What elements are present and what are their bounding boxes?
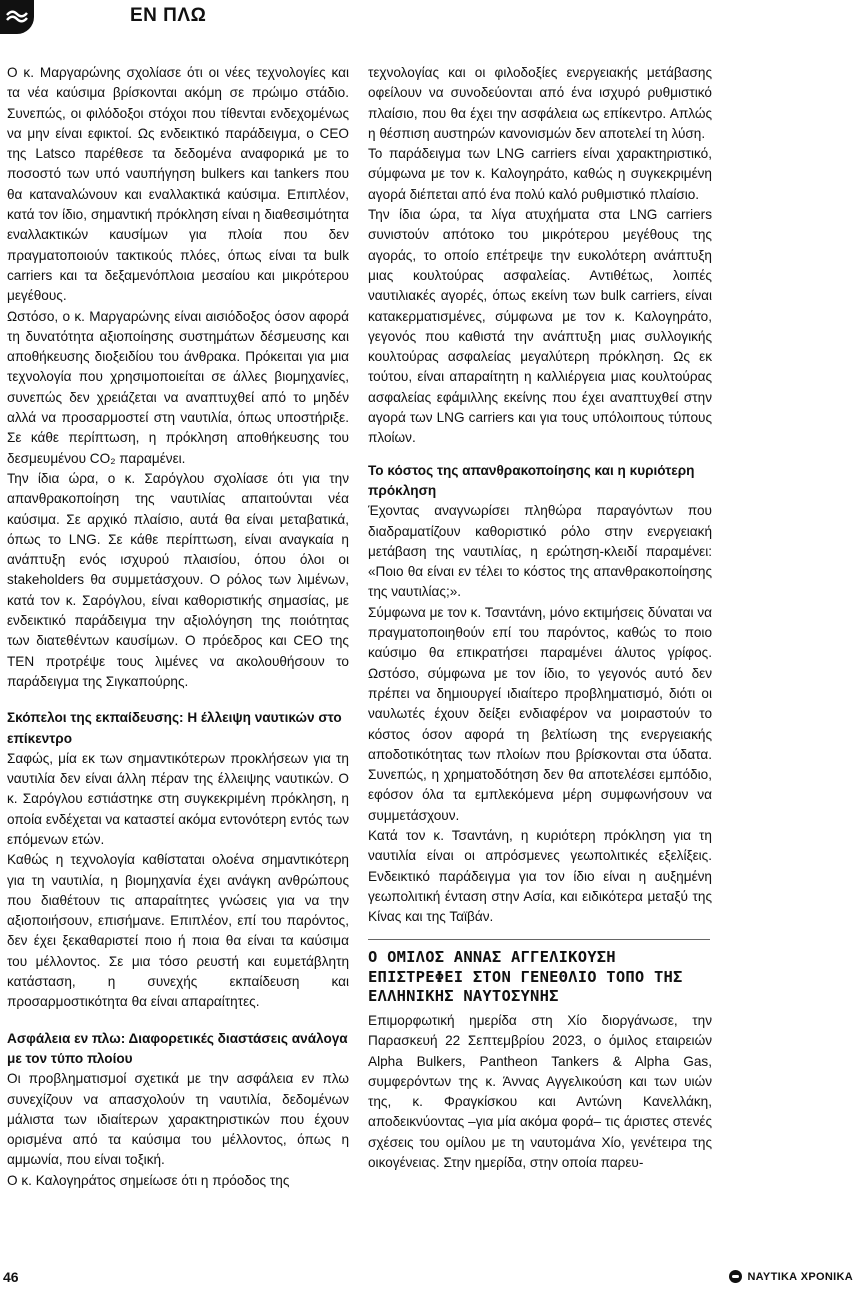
paragraph: Οι προβληματισμοί σχετικά με την ασφάλεια εν πλω συνεχίζουν να απασχολούν τη ναυτιλία, δεδομένων μάλιστα των ιδιαίτερων χαρακτηριστικών που έχουν ορισμένα από τα καύσιμα του μέλλοντος, όπως η αμμωνία, που είναι τοξική.	[7, 1071, 349, 1168]
paragraph: Ωστόσο, ο κ. Μαργαρώνης είναι αισιόδοξος όσον αφορά τη δυνατότητα αξιοποίησης συστημάτων δέσμευσης και αποθήκευσης διοξειδίου του άνθρακα. Πρόκειται για μια τεχνολογία που χρησιμοποιείται σε άλλες βιομηχανίες, συνεπώς δεν χρειάζεται να αναπτυχθεί από το μηδέν αλλά να προσαρμοστεί στη ναυτιλία, όπως υποστήριξε. Σε κάθε περίπτωση, η πρόκληση αποθήκευσης του δεσμευμένου CO₂ παραμένει.	[7, 308, 349, 466]
paragraph: Κατά τον κ. Τσαντάνη, η κυριότερη πρόκληση για τη ναυτιλία είναι οι απρόσμενες γεωπολιτικές εξελίξεις. Ενδεικτικό παράδειγμα για τον ίδιο είναι η αυξημένη γεωπολιτική ένταση στην Ασία, και ειδικότερα μεταξύ της Κίνας και της Ταϊβάν.	[368, 827, 712, 925]
left-column	[7, 63, 349, 1191]
paragraph: Έχοντας αναγνωρίσει πληθώρα παραγόντων που διαδραματίζουν καθοριστικό ρόλο στην ενεργειακή μετάβαση της ναυτιλίας, η ερώτηση-κλειδί παραμένει: «Ποιο θα είναι εν τέλει το κόστος της απανθρακοποίησης της ναυτιλίας;».	[368, 503, 712, 600]
subheading: Σκόπελοι της εκπαίδευσης: Η έλλειψη ναυτικών στο επίκεντρο	[7, 710, 342, 746]
paragraph: Σαφώς, μία εκ των σημαντικότερων προκλήσεων για τη ναυτιλία δεν είναι άλλη πέραν της έλλειψης ναυτικών. Ο κ. Σαρόγλου εστιάστηκε στη συγκεκριμένη πρόκληση, η οποία ενδέχεται να καταστεί ακόμα εντονότερη εντός των επόμενων ετών.	[7, 750, 349, 847]
paragraph: Ο κ. Καλογηράτος σημείωσε ότι η πρόοδος της	[7, 1172, 290, 1188]
paragraph: Την ίδια ώρα, τα λίγα ατυχήματα στα LNG carriers συνιστούν απότοκο του μικρότερου μεγέθους της αγοράς, το οποίο επέτρεψε την ευκολότερη ανάπτυξη μιας κουλτούρας ασφαλείας. Αντιθέτως, λοιπές ναυτιλιακές αγορές, όπως εκείνη των bulk carriers, είναι κατακερματισμένες, σύμφωνα με τον κ. Καλογηράτο, γεγονός που καθιστά την ανάπτυξη μιας συλλογικής κουλτούρας ασφαλείας μεγαλύτερη πρόκληση. Ως εκ τούτου, είναι απαραίτητη η καλλιέργεια μιας κουλτούρας ασφαλείας εφάμιλλης εκείνης που έχει αναπτυχθεί στην αγορά των LNG carriers και για τους υπόλοιπους τύπους πλοίων.	[368, 207, 712, 446]
page-header	[0, 0, 857, 40]
section-divider	[368, 939, 710, 940]
paragraph: Την ίδια ώρα, ο κ. Σαρόγλου σχολίασε ότι για την απανθρακοποίηση της ναυτιλίας απαιτούνται νέα καύσιμα. Σε αρχικό πλαίσιο, αυτά θα είναι μεταβατικά, όπως το LNG. Σε κάθε περίπτωση, είναι αναγκαία η ανάπτυξη ενός ισχυρού πλαισίου, όπου όλοι οι stakeholders θα συμμετάσχουν. Ο ρόλος των λιμένων, κατά τον κ. Σαρόγλου, είναι καθοριστικής σημασίας, με ενδεικτικό παράδειγμα την αξιολόγηση της ποιότητας των διατεθέντων καυσίμων. Ο πρόεδρος και CEO της ΤΕΝ προτρέψε τους λιμένες να ακολουθήσουν το παράδειγμα της Σιγκαπούρης.	[7, 470, 349, 689]
brand-name: ΝΑΥΤΙΚΑ ΧΡΟΝΙΚΑ	[747, 1270, 853, 1283]
brand-logo-icon	[729, 1270, 742, 1283]
brand	[729, 1270, 853, 1283]
box-title: Ο ΟΜΙΛΟΣ ΑΝΝΑΣ ΑΓΓΕΛΙΚΟΥΣΗ ΕΠΙΣΤΡΕΦΕΙ ΣΤΟΝ ΓΕΝΕΘΛΙΟ ΤΟΠΟ ΤΗΣ ΕΛΛΗΝΙΚΗΣ ΝΑΥΤΟΣΥΝΗΣ	[368, 948, 683, 1006]
paragraph: Καθώς η τεχνολογία καθίσταται ολοένα σημαντικότερη για τη ναυτιλία, η βιομηχανία έχει ανάγκη ανθρώπους που διαθέτουν τις απαραίτητες γνώσεις για να την αξιοποιήσουν, επισήμανε. Επιπλέον, επί του παρόντος, δεν έχει ξεκαθαριστεί ποιο ή ποια θα είναι τα καύσιμα του μέλλοντος. Σε μια τόσο ρευστή και ευμετάβλητη κατάσταση, η συνεχής εκπαίδευση και προσαρμοστικότητα θα είναι απαραίτητες.	[7, 852, 349, 1010]
section-label: ΕΝ ΠΛΩ	[130, 5, 207, 26]
right-column	[368, 63, 712, 1173]
subheading: Ασφάλεια εν πλω: Διαφορετικές διαστάσεις ανάλογα με τον τύπο πλοίου	[7, 1030, 348, 1066]
paragraph: τεχνολογίας και οι φιλοδοξίες ενεργειακής μετάβασης οφείλουν να συνοδεύονται από ένα ισχυρό ρυθμιστικό πλαίσιο, που θα έχει την ασφάλεια ως επίκεντρο. Απλώς η θέσπιση αυστηρών κανονισμών δεν αποτελεί τη λύση.	[368, 65, 712, 141]
paragraph: Σύμφωνα με τον κ. Τσαντάνη, μόνο εκτιμήσεις δύναται να πραγματοποιηθούν επί του παρόντος, καθώς το ποιο καύσιμο θα επικρατήσει παραμένει άλυτος γρίφος. Ωστόσο, σύμφωνα με τον ίδιο, το γεγονός αυτό δεν πρέπει να δημιουργεί ιδιαίτερο προβληματισμό, διότι οι ναυλωτές έχουν δείξει ενδιαφέρον να μοιραστούν το κόστος όσον αφορά τη βελτίωση της ενεργειακής αποδοτικότητας των πλοίων που βρίσκονται στα ύδατα. Συνεπώς, η χρηματοδότηση δεν θα αποτελέσει εμπόδιο, εφόσον όλα τα εμπλεκόμενα μέρη συμφωνήσουν να συμμετάσχουν.	[368, 604, 712, 823]
paragraph: Ο κ. Μαργαρώνης σχολίασε ότι οι νέες τεχνολογίες και τα νέα καύσιμα βρίσκονται ακόμη σε πρώιμο στάδιο. Συνεπώς, οι φιλόδοξοι στόχοι που τίθενται ενδεχομένως να μην είναι εφικτοί. Ως ενδεικτικό παράδειγμα, ο CEO της Latsco παρέθεσε τα δεδομένα αναφορικά με το ποσοστό των υπό ναυπήγηση bulkers και tankers που θα καταναλώνουν και εναλλακτικά καύσιμα. Επιπλέον, κατά τον ίδιο, σημαντική πρόκληση είναι η διαθεσιμότητα εναλλακτικών καυσίμων για πλοία που δεν πραγματοποιούν τακτικούς πλόες, όπως είναι τα bulk carriers και τα δεξαμενόπλοια μεσαίου και μικρότερου μεγέθους.	[7, 65, 349, 304]
page-footer	[0, 1265, 857, 1291]
paragraph: Το παράδειγμα των LNG carriers είναι χαρακτηριστικό, σύμφωνα με τον κ. Καλογηράτο, καθώς η συγκεκριμένη αγορά διέπεται από ένα πολύ καλό ρυθμιστικό πλαίσιο.	[368, 146, 712, 202]
subheading: Το κόστος της απανθρακοποίησης και η κυριότερη πρόκληση	[368, 462, 695, 498]
page-number: 46	[3, 1269, 19, 1285]
ship-wave-icon	[0, 0, 34, 34]
box-paragraph: Επιμορφωτική ημερίδα στη Χίο διοργάνωσε, την Παρασκευή 22 Σεπτεμβρίου 2023, ο όμιλος εταιρειών Alpha Bulkers, Pantheon Tankers & Alpha Gas, συμφερόντων της κ. Άννας Αγγελικούση και των υιών της, κ. Φραγκίσκου και Αντώνη Κανελλάκη, αποδεικνύοντας –για μία ακόμα φορά– τις άριστες στενές σχέσεις του ομίλου με τη ναυτομάνα Χίο, γενέτειρα της οικογένειας. Στην ημερίδα, στην οποία παρευ-	[368, 1012, 712, 1171]
